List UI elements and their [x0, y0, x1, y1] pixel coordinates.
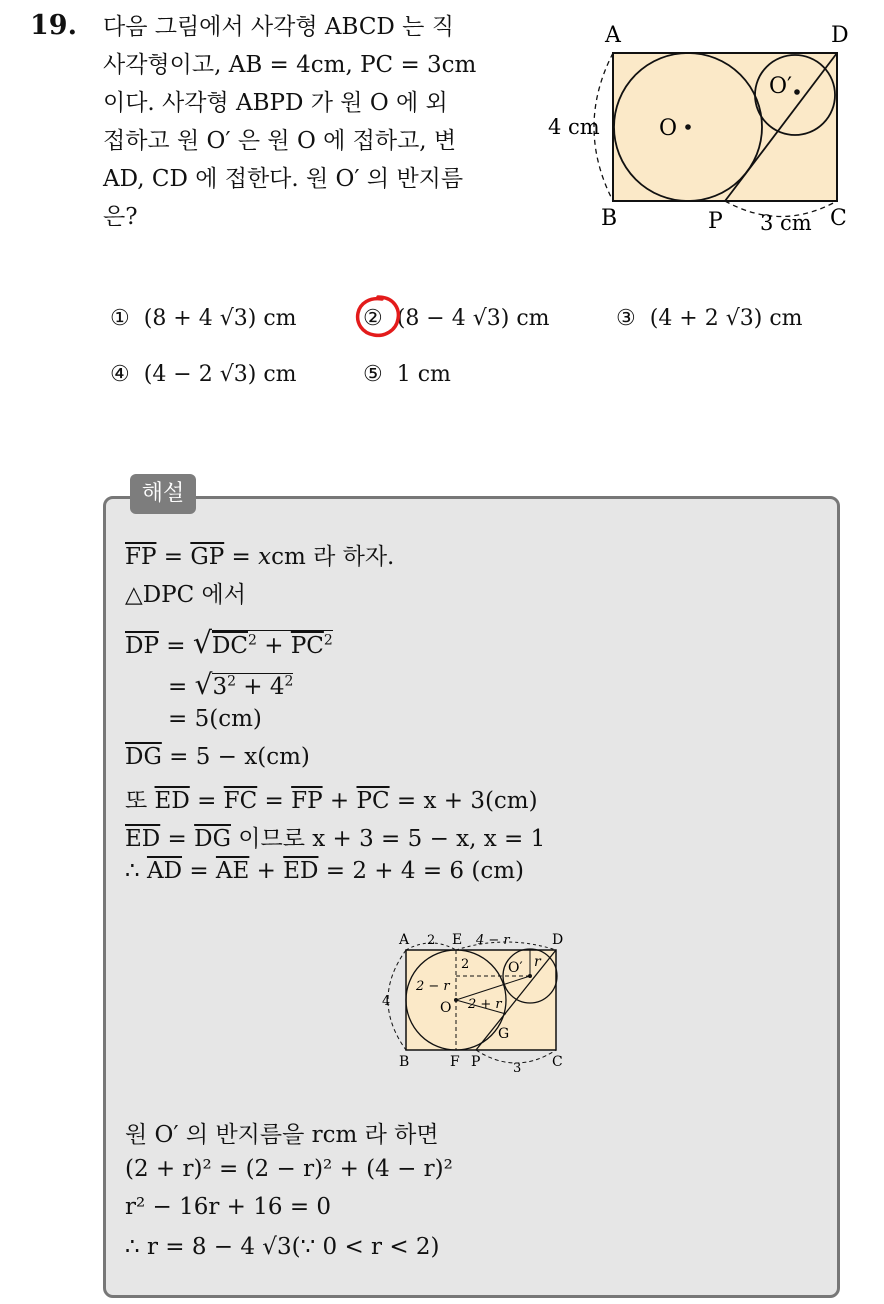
label2-a: A: [399, 932, 410, 948]
answer-circle-mark: [352, 291, 404, 341]
label-c: C: [830, 206, 847, 231]
figure-solution-diagram: [370, 928, 570, 1078]
center-o-prime: [794, 89, 800, 95]
label-b: B: [601, 206, 618, 231]
label2-ed: 4 − r: [476, 933, 510, 948]
solution-line-7-tail: = x + 3(cm): [389, 788, 538, 814]
solution-line-8-tail: 이므로 x + 3 = 5 − x, x = 1: [230, 826, 546, 852]
solution-tag: 해설: [130, 474, 196, 514]
solution-line-1: $\overline{FP} = \overline{GP}$ = xcm 라 하자.: [125, 544, 395, 570]
solution-line-7: 또 $\overline{ED} = \overline{FC} = \overline{FP} + \overline{PC} = x + 3(cm)$: [125, 788, 538, 814]
label2-e: E: [452, 932, 463, 948]
label2-b: B: [399, 1054, 410, 1070]
choice-1[interactable]: [110, 306, 297, 331]
solution-line-10: 원 O′ 의 반지름을 rcm 라 하면: [125, 1122, 439, 1148]
label2-p: P: [471, 1054, 481, 1070]
solution-line-1-tail: cm 라 하자.: [271, 544, 395, 570]
choice-2-text: (8 − 4 √3) cm: [396, 306, 550, 331]
solution-line-2: △DPC 에서: [125, 582, 246, 608]
choice-2-mark: ②: [363, 306, 383, 331]
question-line-6: 은?: [103, 204, 138, 230]
solution-line-12: r² − 16r + 16 = 0: [125, 1194, 332, 1220]
label2-four: 4: [382, 994, 391, 1009]
label2-o: O: [440, 1000, 452, 1016]
choice-3-mark: ③: [616, 306, 636, 331]
label-d: D: [831, 23, 849, 48]
choice-5-text: 1 cm: [396, 362, 451, 387]
solution-line-13: ∴ r = 8 − 4 √3(∵ 0 < r < 2): [125, 1234, 440, 1260]
solution-line-9-tail: = 2 + 4 = 6 (cm): [318, 858, 524, 884]
solution-line-8: $\overline{ED} = \overline{DG}$ 이므로 x + 3 = 5 − x, x = 1: [125, 826, 546, 852]
label2-r: r: [534, 954, 541, 970]
figure-rectangle-circles: [545, 20, 855, 240]
question-line-2: 사각형이고, AB = 4cm, PC = 3cm: [103, 52, 477, 78]
label-p: P: [708, 209, 723, 234]
center-o-prime-2: [528, 974, 532, 978]
choice-5-mark: ⑤: [363, 362, 383, 387]
label-a: A: [605, 23, 621, 48]
center-o-2: [454, 998, 458, 1002]
choice-3[interactable]: [616, 306, 803, 331]
solution-line-4: = $√3^2 + 4^2$: [168, 668, 294, 701]
center-o: [685, 124, 691, 130]
solution-line-5: = 5(cm): [168, 706, 262, 732]
label2-two-plus-r: 2 + r: [468, 997, 502, 1012]
choice-1-mark: ①: [110, 306, 130, 331]
label2-c: C: [552, 1054, 563, 1070]
solution-line-7-pre: 또: [125, 788, 155, 814]
choice-4-text: (4 − 2 √3) cm: [143, 362, 297, 387]
label-o: O: [659, 116, 678, 141]
choice-3-text: (4 + 2 √3) cm: [649, 306, 803, 331]
label2-two-minus-r: 2 − r: [416, 979, 450, 994]
question-line-5: AD, CD 에 접한다. 원 O′ 의 반지름: [103, 166, 464, 192]
choice-4-mark: ④: [110, 362, 130, 387]
label2-g: G: [498, 1026, 510, 1042]
solution-line-9: ∴ $\overline{AD} = \overline{AE} + \overline{ED} = 2 + 4 = 6$ (cm): [125, 858, 524, 884]
label2-two: 2: [461, 957, 470, 972]
rectangle-abcd: [613, 53, 837, 201]
label2-ae: 2: [427, 933, 436, 948]
question-line-3: 이다. 사각형 ABPD 가 원 O 에 외: [103, 90, 448, 116]
solution-line-6: $\overline{DG} = 5 - x(cm)$: [125, 744, 310, 770]
label-ab-length: 4 cm: [548, 115, 600, 139]
solution-line-3: $\overline{DP} = √DC^2 + \overline{PC}^2$: [125, 626, 333, 661]
label-o-prime: O′: [769, 74, 793, 99]
label2-three: 3: [513, 1061, 522, 1076]
question-line-1: 다음 그림에서 사각형 ABCD 는 직: [103, 14, 454, 40]
choice-4[interactable]: [110, 362, 297, 387]
label-pc-length: 3 cm: [760, 211, 812, 235]
label2-o-prime: O′: [508, 960, 523, 976]
choice-1-text: (8 + 4 √3) cm: [143, 306, 297, 331]
question-number: 19.: [30, 10, 77, 41]
label2-f: F: [450, 1054, 460, 1070]
choice-5[interactable]: [363, 362, 451, 387]
brace-4: [388, 950, 406, 1050]
solution-line-11: (2 + r)² = (2 − r)² + (4 − r)²: [125, 1156, 453, 1182]
label2-d: D: [552, 932, 564, 948]
question-line-4: 접하고 원 O′ 은 원 O 에 접하고, 변: [103, 128, 457, 154]
solution-line-6-tail: = 5 − x(cm): [161, 744, 310, 770]
